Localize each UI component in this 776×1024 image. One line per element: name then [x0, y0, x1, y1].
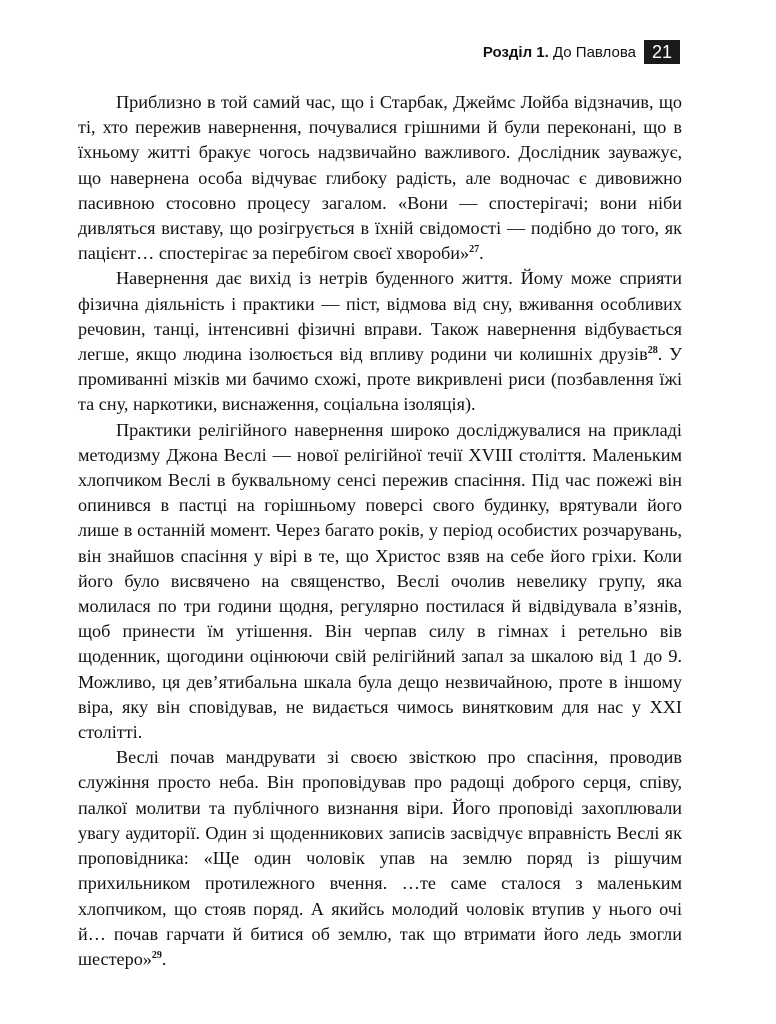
footnote-ref: 28 [647, 344, 658, 356]
paragraph-text: Веслі почав мандрувати зі своєю звісткою про спасіння, проводив служіння просто неба. Він проповідував про радощі доброго серця, співу, палкої молитви та публічного визнання віри. Його проповіді захоплювали увагу аудиторії. Один зі щоденникових записів засвідчує вправність Веслі як проповідника: «Ще один чоловік упав на землю поряд із рішучим прихильником протилежного вчення. …те саме сталося з маленьким хлопчиком, що стояв поряд. А якийсь молодий чоловік втупив у нього очі й… почав гарчати й битися об землю, так що втримати його ледь змогли шестеро» [78, 747, 682, 969]
chapter-name: До Павлова [548, 43, 636, 61]
paragraph-4 [78, 745, 682, 972]
running-header [483, 40, 680, 64]
page-number: 21 [644, 40, 680, 64]
paragraph-text-after: . [479, 243, 484, 264]
chapter-title [483, 44, 636, 61]
paragraph-3 [78, 418, 682, 746]
paragraph-text: Приблизно в той самий час, що і Старбак, Джеймс Лойба відзначив, що ті, хто пережив навернення, почувалися грішними й були переконані, що в їхньому житті бракує чогось надзвичайно важливого. Дослідник зауважує, що навернена особа відчуває глибоку радість, але водночас є дивовижно пасивною стосовно процесу загалом. «Вони — спостерігачі; вони ніби дивляться виставу, що розігрується в їхній свідомості — подібно до того, як пацієнт… спостерігає за перебігом своєї хвороби» [78, 92, 682, 264]
footnote-ref: 29 [151, 949, 162, 961]
paragraph-text-after: . У промиванні мізків ми бачимо схожі, проте викривлені риси (позбавлення їжі та сну, наркотики, виснаження, соціальна ізоляція). [78, 344, 682, 415]
footnote-ref: 27 [469, 244, 480, 256]
paragraph-2 [78, 266, 682, 417]
paragraph-text: Навернення дає вихід із нетрів буденного життя. Йому може сприяти фізична діяльність і практики — піст, відмова від сну, вживання особливих речовин, танці, інтенсивні фізичні вправи. Також навернення відбувається легше, якщо людина ізолюється від впливу родини чи колишніх друзів [78, 268, 682, 365]
chapter-number: Розділ 1. [482, 43, 549, 61]
page-body [78, 90, 682, 972]
paragraph-text: Практики релігійного навернення широко досліджувалися на прикладі методизму Джона Веслі — нової релігійної течії XVIII століття. Маленьким хлопчиком Веслі в буквальному сенсі пережив спасіння. Під час пожежі він опинився в пастці на горішньому поверсі свого будинку, врятували його лише в останній момент. Через багато років, у період особистих розчарувань, він знайшов спасіння у вірі в те, що Христос взяв на себе його гріхи. Коли його було висвячено на священство, Веслі очолив невелику групу, яка молилася по три години щодня, регулярно постилася й відвідувала в’язнів, щоб принести їм утішення. Він черпав силу в гімнах і ретельно вів щоденник, щогодини оцінюючи свій релігійний запал за шкалою від 1 до 9. Можливо, ця дев’ятибальна шкала була дещо незвичайною, проте в іншому віра, яку він сповідував, не видається чимось винятковим для нас у XXI столітті. [78, 419, 682, 743]
paragraph-text-after: . [161, 948, 167, 969]
paragraph-1 [78, 90, 682, 266]
